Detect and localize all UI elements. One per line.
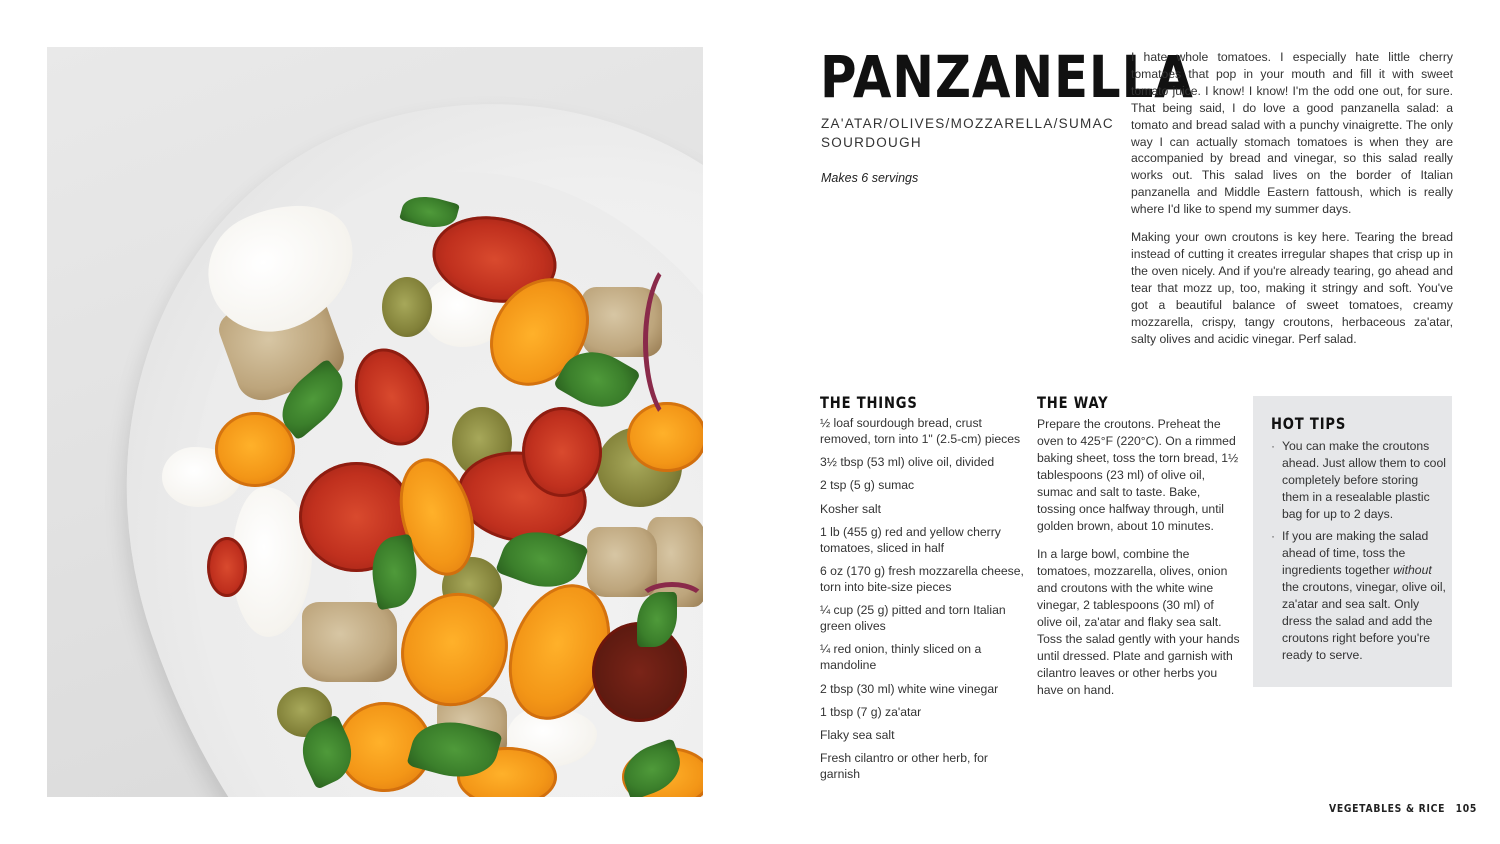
recipe-title: PANZANELLA [820,43,1194,111]
method-step: In a large bowl, combine the tomatoes, mozzarella, olives, onion and croutons with the white wine vinegar, 2 tablespoons (30 ml) of olive oil, za'atar and flaky sea salt. Toss the salad gently with your hands until dressed. Plate and garnish with cilantro leaves or other herbs you have on hand. [1037,547,1240,697]
method-steps [1037,416,1242,710]
crouton [302,602,397,682]
ingredient-item: 2 tbsp (30 ml) white wine vinegar [820,681,999,696]
hot-tips-heading: HOT TIPS [1271,414,1347,433]
ingredient-item: 1 tbsp (7 g) za'atar [820,704,922,719]
ingredient-item: ¼ cup (25 g) pitted and torn Italian green olives [820,603,1006,634]
intro-paragraph: Making your own croutons is key here. Tearing the bread instead of cutting it creates irregular shapes that crisp up in the oven nicely. And if you're already tearing, go ahead and tear that mozz up, too, making it stringy and soft. You've got a beautiful balance of sweet tomatoes, creamy mozzarella, crispy, tangy croutons, herbaceous za'atar, salty olives and acidic vinegar. Perf salad. [1131,230,1453,346]
tip-emphasis: without [1393,563,1432,577]
tip-text: If you are making the salad ahead of time, toss the ingredients together [1282,529,1429,577]
ingredient-item: Fresh cilantro or other herb, for garnish [820,751,988,782]
ingredient-item: 6 oz (170 g) fresh mozzarella cheese, torn into bite-size pieces [820,563,1024,594]
page-footer [1329,803,1477,815]
subtitle-line-1: ZA'ATAR/OLIVES/MOZZARELLA/SUMAC [821,116,1114,131]
hot-tips-list [1271,438,1446,669]
ingredient-item: ¼ red onion, thinly sliced on a mandoline [820,642,982,673]
bullet-icon: · [1271,529,1276,543]
red-tomato [522,407,602,497]
ingredient-item: 1 lb (455 g) red and yellow cherry tomatoes, sliced in half [820,524,1001,555]
recipe-yield: Makes 6 servings [821,171,919,185]
crouton [587,527,657,597]
red-onion [643,257,703,427]
ingredient-item: 2 tsp (5 g) sumac [820,478,915,493]
hot-tips-box [1253,396,1452,687]
page-number: 105 [1455,803,1478,815]
ingredient-item: ½ loaf sourdough bread, crust removed, torn into 1" (2.5-cm) pieces [820,416,1021,446]
subtitle-line-2: SOURDOUGH [821,135,922,150]
method-step: Prepare the croutons. Preheat the oven to 425°F (220°C). On a rimmed baking sheet, toss the torn bread, 1½ tablespoons (23 ml) of olive oil, sumac and salt to taste. Bake, tossing once halfway through, until golden brown, about 10 minutes. [1037,417,1239,533]
ingredient-item: Kosher salt [820,501,881,516]
red-tomato [207,537,247,597]
method-heading: THE WAY [1037,393,1109,412]
mozzarella [189,181,376,353]
tip-text: You can make the croutons ahead. Just allow them to cool completely before storing them in a resealable plastic bag for up to 2 days. [1282,439,1446,521]
ingredients-list [820,415,1025,789]
running-section-title: VEGETABLES & RICE [1329,803,1446,815]
recipe-photo [47,47,703,797]
ingredients-heading: THE THINGS [820,393,918,412]
tip-item [1271,438,1446,523]
recipe-subtitle [821,114,1121,152]
ingredient-item: 3½ tbsp (53 ml) olive oil, divided [820,455,995,470]
tip-text: the croutons, vinegar, olive oil, za'atar and sea salt. Only dress the salad and add the croutons right before you're ready to serve. [1282,580,1446,662]
tip-item [1271,528,1446,664]
yellow-tomato [215,412,295,487]
red-tomato [342,338,442,456]
recipe-intro [1131,49,1453,358]
salad [47,47,703,797]
bullet-icon: · [1271,439,1276,453]
olive [382,277,432,337]
ingredient-item: Flaky sea salt [820,727,895,742]
intro-paragraph: I hate whole tomatoes. I especially hate little cherry tomatoes that pop in your mouth and fill it with sweet tomato juice. I know! I know! I'm the odd one out, for sure. That being said, I do love a good panzanella salad: a tomato and bread salad with a punchy vinaigrette. The only way I can actually stomach tomatoes is when they are accompanied by bread and vinegar, so this salad really works out. This salad lives on the border of Italian panzanella and Middle Eastern fattoush, which is really where I'd like to spend my summer days. [1131,50,1453,217]
